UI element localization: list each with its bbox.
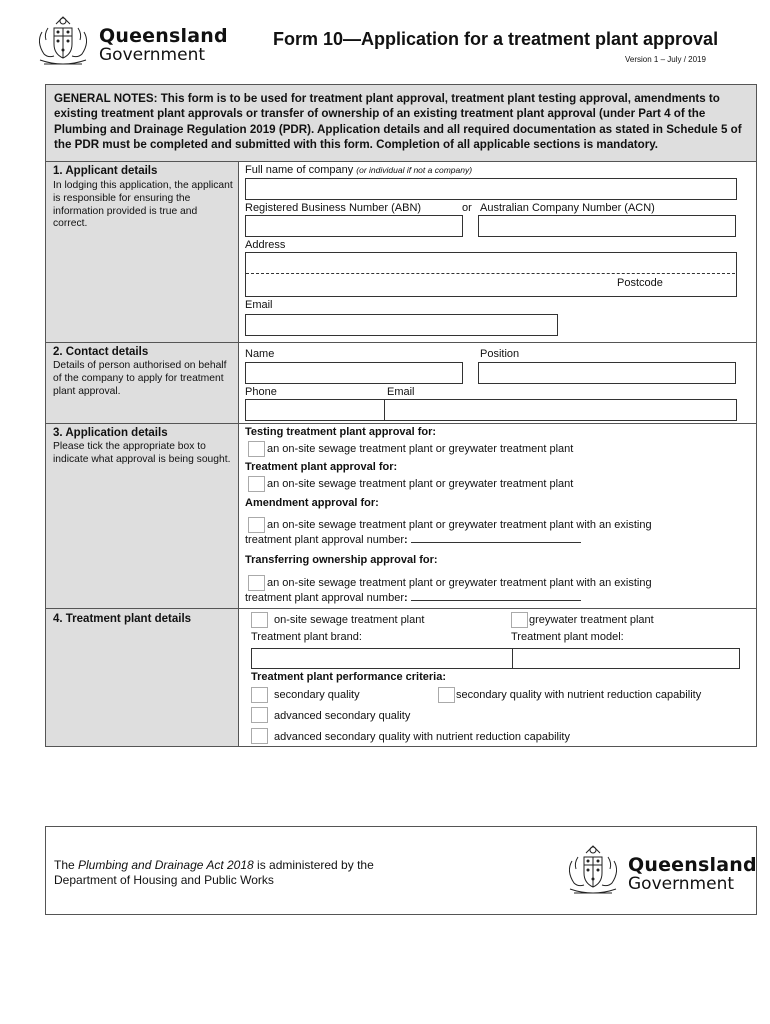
acn-label: Australian Company Number (ACN) bbox=[480, 202, 655, 214]
approval-option: an on-site sewage treatment plant or greywater treatment plant bbox=[267, 478, 574, 490]
testing-heading: Testing treatment plant approval for: bbox=[245, 426, 437, 438]
email-label: Email bbox=[245, 299, 273, 311]
logo-name: Queensland bbox=[99, 25, 228, 47]
approval-checkbox[interactable] bbox=[248, 476, 265, 492]
general-notes bbox=[46, 85, 756, 162]
act-name: Plumbing and Drainage Act 2018 bbox=[78, 858, 254, 872]
footer-text-suffix: is administered by the bbox=[253, 858, 374, 872]
advanced-secondary-checkbox[interactable] bbox=[251, 707, 268, 723]
footer-logo-name: Queensland bbox=[628, 854, 757, 876]
greywater-option: greywater treatment plant bbox=[529, 614, 654, 626]
onsite-checkbox[interactable] bbox=[251, 612, 268, 628]
logo-sub: Government bbox=[99, 45, 206, 65]
section3-description: Please tick the appropriate box to indicate what approval is being sought. bbox=[53, 441, 231, 465]
footer-logo-sub: Government bbox=[628, 874, 735, 894]
address-divider bbox=[246, 273, 735, 274]
transfer-approval-number-label: treatment plant approval number bbox=[245, 592, 404, 604]
model-label: Treatment plant model: bbox=[511, 631, 624, 643]
contact-name-label: Name bbox=[245, 348, 275, 360]
brand-field[interactable] bbox=[251, 648, 514, 669]
advanced-nutrient-option: advanced secondary quality with nutrient reduction capability bbox=[274, 731, 570, 743]
footer-department: Department of Housing and Public Works bbox=[54, 873, 274, 887]
greywater-checkbox[interactable] bbox=[511, 612, 528, 628]
section1-description: In lodging this application, the applicant is responsible for ensuring the information provided is true and correct. bbox=[53, 180, 233, 230]
postcode-label: Postcode bbox=[617, 277, 663, 289]
section3-label-cell bbox=[46, 424, 239, 608]
company-name-field[interactable] bbox=[245, 178, 737, 200]
abn-label: Registered Business Number (ABN) bbox=[245, 202, 422, 214]
address-field[interactable] bbox=[245, 252, 737, 297]
secondary-nutrient-option: secondary quality with nutrient reduction capability bbox=[456, 689, 702, 701]
acn-field[interactable] bbox=[478, 215, 736, 237]
secondary-nutrient-checkbox[interactable] bbox=[438, 687, 455, 703]
secondary-quality-checkbox[interactable] bbox=[251, 687, 268, 703]
section4-label-cell bbox=[46, 609, 239, 746]
amendment-approval-number-label: treatment plant approval number bbox=[245, 534, 404, 546]
footer-crest-icon bbox=[564, 843, 622, 897]
amendment-checkbox[interactable] bbox=[248, 517, 265, 533]
company-name-label-text: Full name of company bbox=[245, 164, 354, 176]
testing-option: an on-site sewage treatment plant or greywater treatment plant bbox=[267, 443, 574, 455]
secondary-quality-option: secondary quality bbox=[274, 689, 360, 701]
contact-name-field[interactable] bbox=[245, 362, 463, 384]
onsite-option: on-site sewage treatment plant bbox=[274, 614, 425, 626]
footer-text-prefix: The bbox=[54, 858, 79, 872]
abn-field[interactable] bbox=[245, 215, 463, 237]
form-version: Version 1 – July / 2019 bbox=[625, 55, 706, 64]
section2-heading: 2. Contact details bbox=[53, 346, 149, 358]
brand-label: Treatment plant brand: bbox=[251, 631, 362, 643]
application-form-table bbox=[45, 84, 757, 747]
advanced-secondary-option: advanced secondary quality bbox=[274, 710, 411, 722]
contact-position-label: Position bbox=[480, 348, 520, 360]
transfer-checkbox[interactable] bbox=[248, 575, 265, 591]
amendment-heading: Amendment approval for: bbox=[245, 497, 379, 509]
contact-position-field[interactable] bbox=[478, 362, 736, 384]
section2-description: Details of person authorised on behalf of the company to apply for treatment plant approval. bbox=[53, 360, 227, 397]
transfer-option: an on-site sewage treatment plant or greywater treatment plant with an existing bbox=[267, 577, 652, 589]
section4-heading: 4. Treatment plant details bbox=[53, 613, 192, 625]
amendment-option: an on-site sewage treatment plant or greywater treatment plant with an existing bbox=[267, 519, 652, 531]
criteria-heading: Treatment plant performance criteria: bbox=[251, 671, 447, 683]
page-title: Form 10—Application for a treatment plant approval bbox=[273, 29, 719, 49]
address-label: Address bbox=[245, 239, 286, 251]
testing-checkbox[interactable] bbox=[248, 441, 265, 457]
amendment-approval-number-line[interactable] bbox=[411, 533, 581, 543]
advanced-nutrient-checkbox[interactable] bbox=[251, 728, 268, 744]
applicant-email-field[interactable] bbox=[245, 314, 558, 336]
transfer-heading: Transferring ownership approval for: bbox=[245, 554, 438, 566]
company-name-hint: (or individual if not a company) bbox=[356, 165, 473, 175]
section1-label-cell bbox=[46, 162, 239, 342]
contact-email-label: Email bbox=[387, 386, 415, 398]
or-label: or bbox=[462, 202, 472, 214]
contact-phone-label: Phone bbox=[245, 386, 277, 398]
footer bbox=[45, 826, 757, 915]
section2-label-cell bbox=[46, 343, 239, 423]
section1-heading: 1. Applicant details bbox=[53, 165, 158, 177]
general-notes-text: GENERAL NOTES: This form is to be used for treatment plant approval, treatment plant testing approval, amendments to existing treatment plant approvals or transfer of ownership of an existing treatment plant approval (under Part 4 of the Plumbing and Drainage Regulation 2019 (PDR). Application details and all required documentation as stated in Schedule 5 of the PDR must be completed and submitted with this form. Completion of all applicable sections is mandatory. bbox=[54, 92, 742, 151]
section3-heading: 3. Application details bbox=[53, 427, 168, 439]
queensland-crest-icon bbox=[34, 14, 92, 68]
contact-email-field[interactable] bbox=[384, 399, 737, 421]
transfer-approval-number-line[interactable] bbox=[411, 591, 581, 601]
transfer-approval-number: treatment plant approval number: bbox=[245, 591, 581, 604]
amendment-approval-number: treatment plant approval number: bbox=[245, 533, 581, 546]
approval-heading: Treatment plant approval for: bbox=[245, 461, 398, 473]
model-field[interactable] bbox=[512, 648, 740, 669]
contact-phone-field[interactable] bbox=[245, 399, 386, 421]
company-name-label bbox=[245, 164, 472, 176]
footer-text bbox=[54, 858, 434, 888]
